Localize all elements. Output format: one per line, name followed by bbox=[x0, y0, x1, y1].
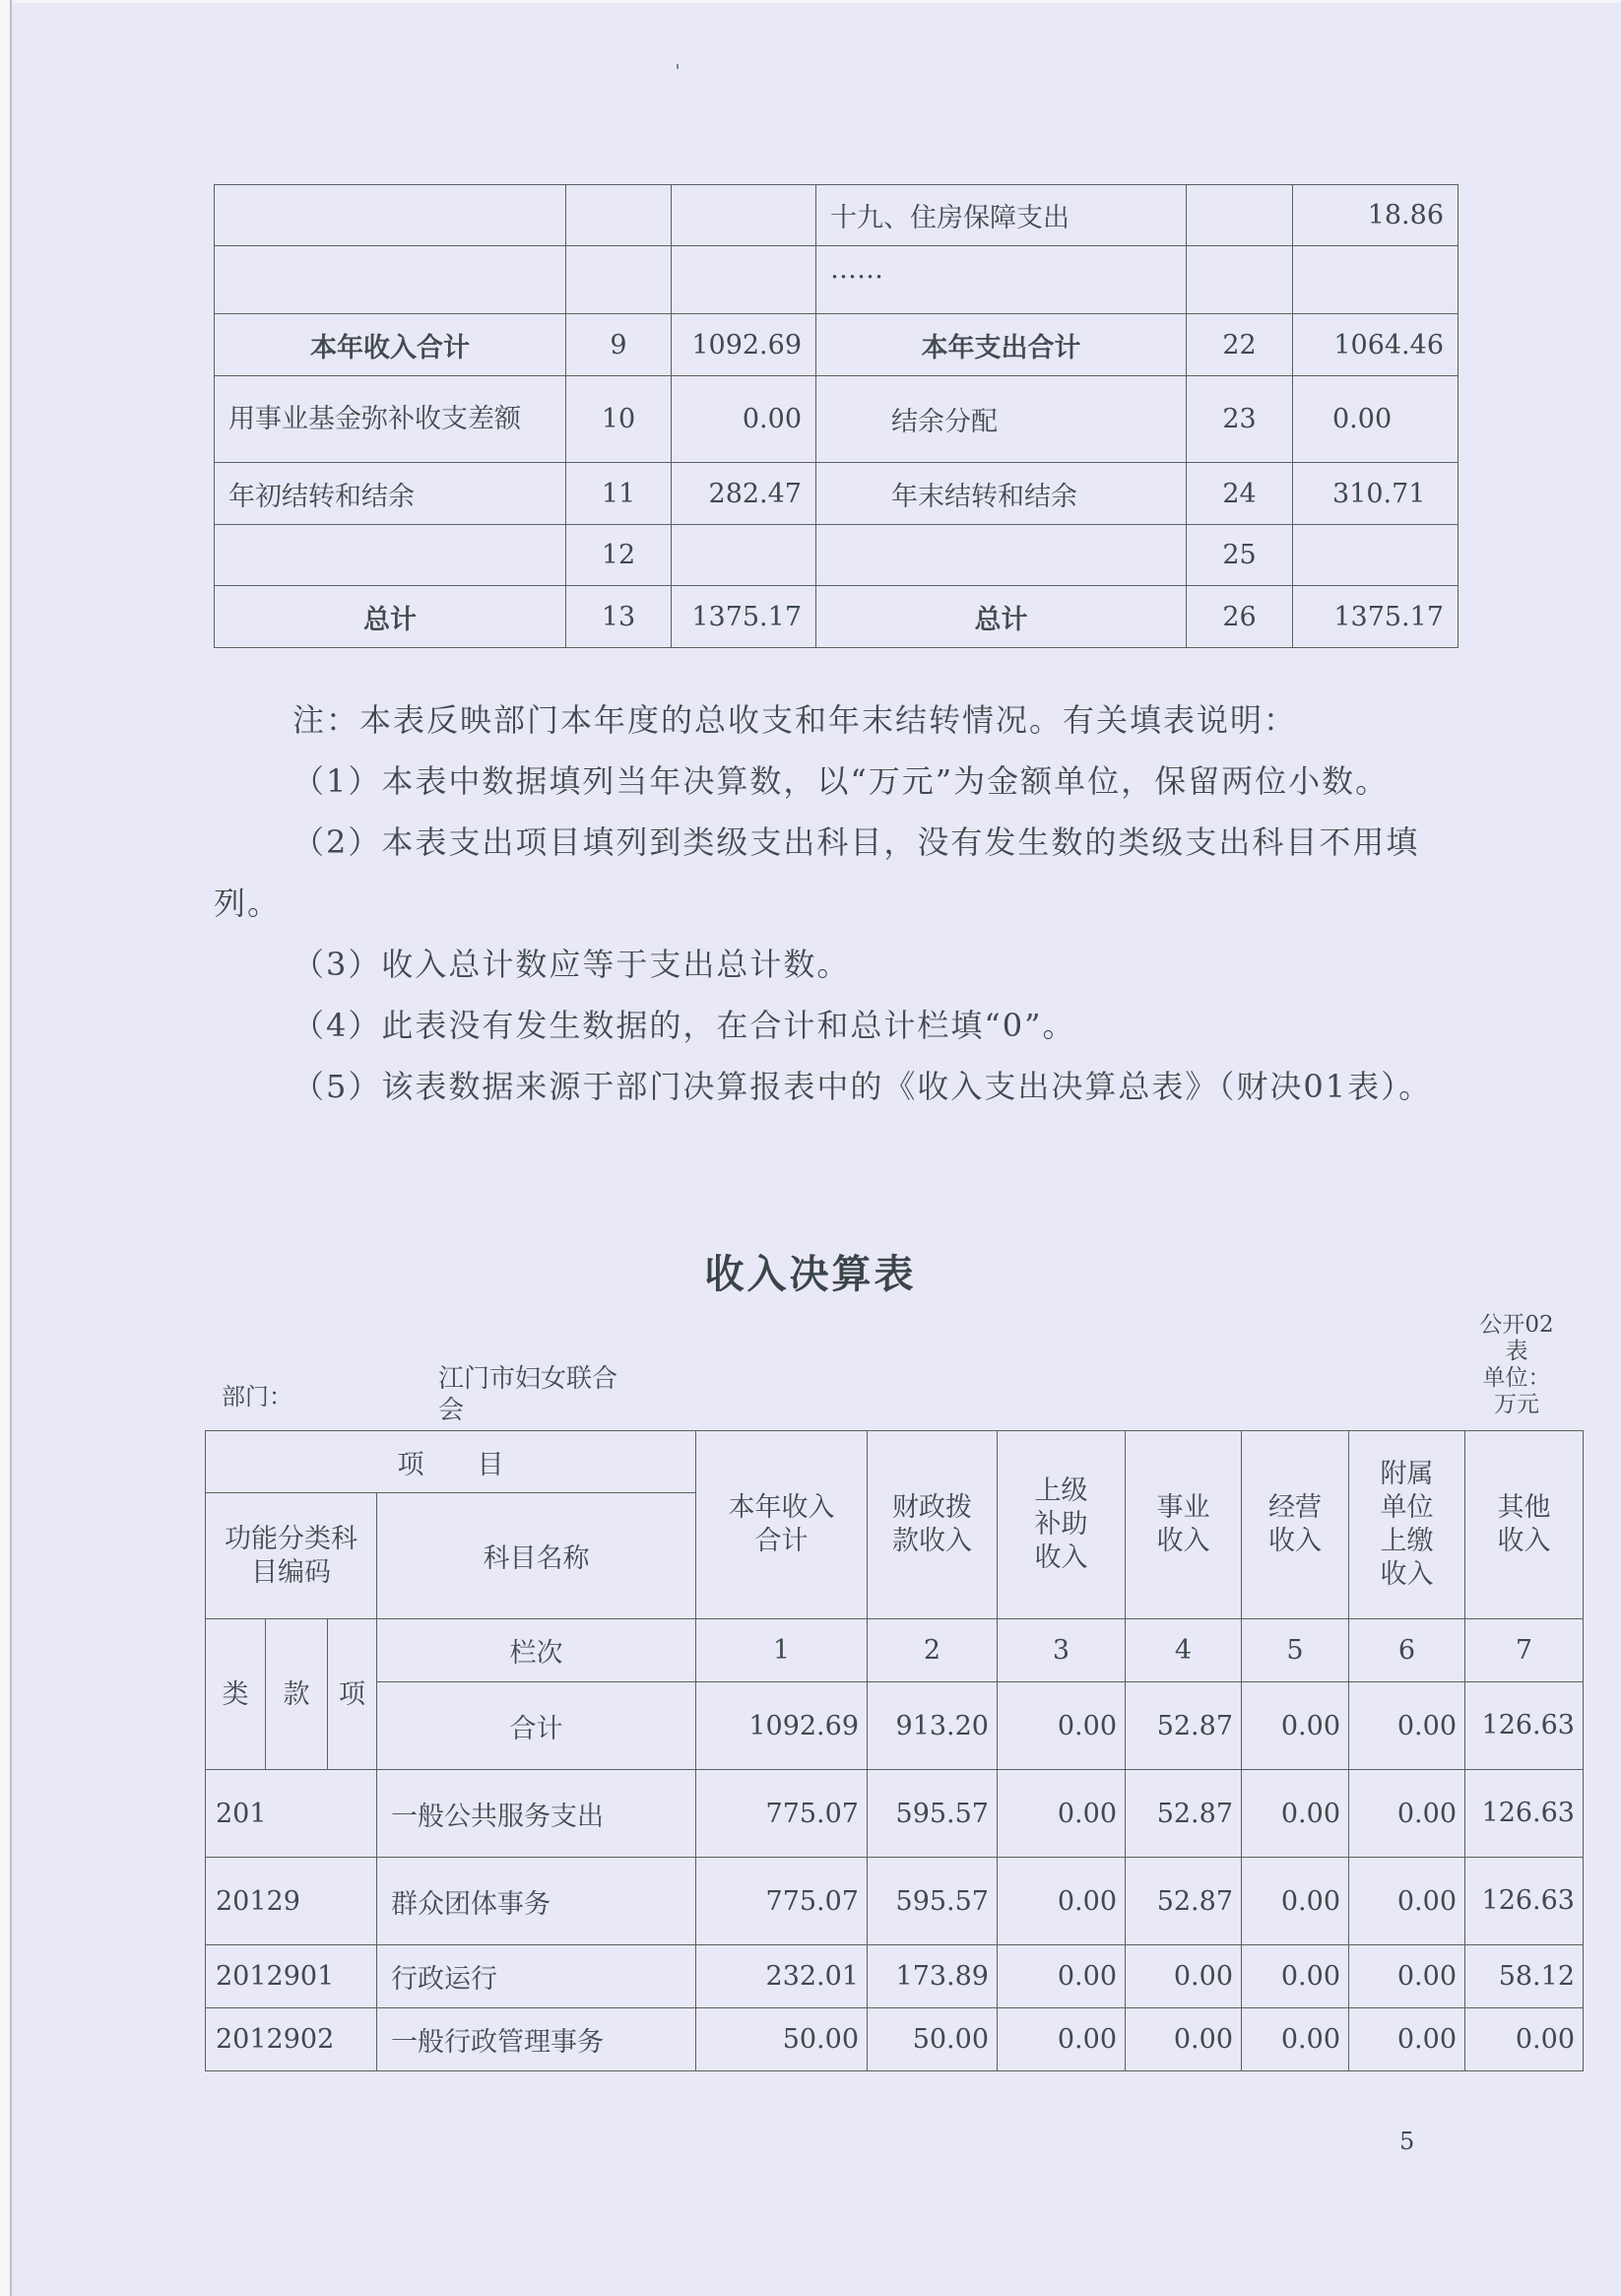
income-amount-cell: 282.47 bbox=[672, 463, 816, 525]
income-amount-cell: 1375.17 bbox=[672, 586, 816, 648]
income-line-cell: 13 bbox=[566, 586, 672, 648]
table-row bbox=[215, 525, 1459, 586]
column-number: 7 bbox=[1465, 1619, 1584, 1682]
value-cell: 0.00 bbox=[1126, 1945, 1242, 2008]
subject-code: 2012901 bbox=[206, 1945, 377, 2008]
value-cell: 775.07 bbox=[696, 1770, 868, 1858]
value-cell: 0.00 bbox=[1242, 1858, 1349, 1945]
column-header: 附属单位上缴收入 bbox=[1349, 1431, 1465, 1619]
notes-intro: 注：本表反映部门本年度的总收支和年末结转情况。有关填表说明： bbox=[292, 701, 1298, 739]
subject-name: 群众团体事务 bbox=[377, 1858, 696, 1945]
value-cell: 0.00 bbox=[1349, 1770, 1465, 1858]
income-settlement-table bbox=[205, 1430, 1584, 2071]
value-cell: 50.00 bbox=[868, 2008, 998, 2071]
income-line-cell: 12 bbox=[566, 525, 672, 586]
income-item-cell: 总计 bbox=[215, 586, 566, 648]
expense-amount-cell: 1064.46 bbox=[1293, 314, 1459, 376]
expense-line-cell: 26 bbox=[1187, 586, 1293, 648]
income-amount-cell bbox=[672, 246, 816, 314]
income-amount-cell: 0.00 bbox=[672, 376, 816, 463]
note-item: （3）收入总计数应等于支出总计数。 bbox=[292, 946, 851, 983]
subject-name: 一般行政管理事务 bbox=[377, 2008, 696, 2071]
expense-line-cell bbox=[1187, 185, 1293, 246]
subject-name-header: 科目名称 bbox=[377, 1493, 696, 1619]
table-row bbox=[206, 2008, 1584, 2071]
expense-item-cell: 总计 bbox=[816, 586, 1187, 648]
income-amount-cell: 1092.69 bbox=[672, 314, 816, 376]
department-label: 部门： bbox=[222, 1383, 292, 1410]
subject-code: 20129 bbox=[206, 1858, 377, 1945]
value-cell: 50.00 bbox=[696, 2008, 868, 2071]
income-line-cell: 10 bbox=[566, 376, 672, 463]
value-cell: 126.63 bbox=[1465, 1770, 1584, 1858]
func-code-header: 功能分类科目编码 bbox=[206, 1493, 377, 1619]
value-cell: 0.00 bbox=[1349, 1858, 1465, 1945]
note-item: （2）本表支出项目填列到类级支出科目，没有发生数的类级支出科目不用填列。 bbox=[214, 823, 1420, 922]
income-item-cell: 用事业基金弥补收支差额 bbox=[215, 376, 566, 463]
table-row bbox=[215, 314, 1459, 376]
income-amount-cell bbox=[672, 525, 816, 586]
value-cell: 0.00 bbox=[998, 1945, 1126, 2008]
income-line-cell bbox=[566, 246, 672, 314]
subject-name: 一般公共服务支出 bbox=[377, 1770, 696, 1858]
column-no-label: 栏次 bbox=[377, 1619, 696, 1682]
value-cell: 126.63 bbox=[1465, 1858, 1584, 1945]
column-number: 4 bbox=[1126, 1619, 1242, 1682]
note-item: （4）此表没有发生数据的，在合计和总计栏填“0”。 bbox=[292, 1007, 1076, 1044]
value-cell: 173.89 bbox=[868, 1945, 998, 2008]
value-cell: 0.00 bbox=[1349, 1945, 1465, 2008]
page-number: 5 bbox=[1399, 2128, 1415, 2155]
value-cell: 0.00 bbox=[1242, 1770, 1349, 1858]
column-header: 事业收入 bbox=[1126, 1431, 1242, 1619]
value-cell: 58.12 bbox=[1465, 1945, 1584, 2008]
scan-edge-left bbox=[0, 0, 12, 2296]
income-item-cell bbox=[215, 525, 566, 586]
value-cell: 0.00 bbox=[1349, 2008, 1465, 2071]
column-number: 2 bbox=[868, 1619, 998, 1682]
expense-item-cell: 年末结转和结余 bbox=[816, 463, 1187, 525]
table-row bbox=[215, 376, 1459, 463]
notes-section bbox=[214, 689, 1464, 1117]
expense-item-cell: 结余分配 bbox=[816, 376, 1187, 463]
column-number: 5 bbox=[1242, 1619, 1349, 1682]
unit-label: 单位：万元 bbox=[1482, 1365, 1551, 1417]
column-number-row bbox=[206, 1619, 1584, 1682]
value-cell: 0.00 bbox=[1242, 2008, 1349, 2071]
item-header: 项 目 bbox=[206, 1431, 696, 1493]
expense-amount-cell bbox=[1293, 525, 1459, 586]
income-expense-summary-table bbox=[214, 184, 1459, 648]
table-row bbox=[206, 1858, 1584, 1945]
subject-code: 2012902 bbox=[206, 2008, 377, 2071]
expense-item-cell bbox=[816, 525, 1187, 586]
expense-item-cell: 十九、住房保障支出 bbox=[816, 185, 1187, 246]
income-line-cell: 11 bbox=[566, 463, 672, 525]
department-value: 江门市妇女联合会 bbox=[438, 1364, 618, 1425]
expense-line-cell: 25 bbox=[1187, 525, 1293, 586]
table-row bbox=[215, 185, 1459, 246]
total-value: 1092.69 bbox=[696, 1682, 868, 1770]
value-cell: 0.00 bbox=[1242, 1945, 1349, 2008]
expense-amount-cell: 18.86 bbox=[1293, 185, 1459, 246]
table-row bbox=[215, 463, 1459, 525]
column-number: 6 bbox=[1349, 1619, 1465, 1682]
total-value: 126.63 bbox=[1465, 1682, 1584, 1770]
value-cell: 0.00 bbox=[998, 2008, 1126, 2071]
column-header: 财政拨款收入 bbox=[868, 1431, 998, 1619]
subject-name: 行政运行 bbox=[377, 1945, 696, 2008]
value-cell: 595.57 bbox=[868, 1770, 998, 1858]
note-item: （1）本表中数据填列当年决算数，以“万元”为金额单位，保留两位小数。 bbox=[292, 762, 1390, 800]
form-code: 公开02表 bbox=[1479, 1312, 1554, 1364]
header-row bbox=[206, 1431, 1584, 1493]
table-row bbox=[215, 586, 1459, 648]
value-cell: 232.01 bbox=[696, 1945, 868, 2008]
income-line-cell: 9 bbox=[566, 314, 672, 376]
income-table-title: 收入决算表 bbox=[704, 1251, 917, 1297]
total-value: 0.00 bbox=[1242, 1682, 1349, 1770]
value-cell: 0.00 bbox=[1126, 2008, 1242, 2071]
dust-speck bbox=[677, 64, 679, 69]
total-row bbox=[206, 1682, 1584, 1770]
expense-line-cell bbox=[1187, 246, 1293, 314]
expense-amount-cell: 0.00 bbox=[1293, 376, 1459, 463]
income-item-cell bbox=[215, 185, 566, 246]
income-item-cell: 本年收入合计 bbox=[215, 314, 566, 376]
value-cell: 0.00 bbox=[998, 1858, 1126, 1945]
value-cell: 775.07 bbox=[696, 1858, 868, 1945]
expense-amount-cell bbox=[1293, 246, 1459, 314]
form-code-and-unit bbox=[1477, 1312, 1556, 1418]
column-header: 其他收入 bbox=[1465, 1431, 1584, 1619]
expense-item-cell: …… bbox=[816, 246, 1187, 314]
subject-code: 201 bbox=[206, 1770, 377, 1858]
note-item: （5）该表数据来源于部门决算报表中的《收入支出决算总表》（财决01表）。 bbox=[292, 1068, 1433, 1105]
income-item-cell: 年初结转和结余 bbox=[215, 463, 566, 525]
value-cell: 0.00 bbox=[998, 1770, 1126, 1858]
value-cell: 52.87 bbox=[1126, 1770, 1242, 1858]
kuan-header: 款 bbox=[266, 1619, 328, 1770]
total-value: 0.00 bbox=[1349, 1682, 1465, 1770]
income-line-cell bbox=[566, 185, 672, 246]
expense-amount-cell: 1375.17 bbox=[1293, 586, 1459, 648]
table-row bbox=[215, 246, 1459, 314]
column-number: 1 bbox=[696, 1619, 868, 1682]
value-cell: 595.57 bbox=[868, 1858, 998, 1945]
scan-edge-top bbox=[0, 0, 1621, 3]
column-number: 3 bbox=[998, 1619, 1126, 1682]
expense-amount-cell: 310.71 bbox=[1293, 463, 1459, 525]
expense-line-cell: 24 bbox=[1187, 463, 1293, 525]
column-header: 经营收入 bbox=[1242, 1431, 1349, 1619]
total-value: 913.20 bbox=[868, 1682, 998, 1770]
total-value: 0.00 bbox=[998, 1682, 1126, 1770]
column-header: 本年收入合计 bbox=[696, 1431, 868, 1619]
total-value: 52.87 bbox=[1126, 1682, 1242, 1770]
table-row bbox=[206, 1945, 1584, 2008]
column-header: 上级补助收入 bbox=[998, 1431, 1126, 1619]
value-cell: 0.00 bbox=[1465, 2008, 1584, 2071]
income-item-cell bbox=[215, 246, 566, 314]
xiang-header: 项 bbox=[328, 1619, 377, 1770]
income-amount-cell bbox=[672, 185, 816, 246]
total-label: 合计 bbox=[377, 1682, 696, 1770]
lei-header: 类 bbox=[206, 1619, 266, 1770]
expense-item-cell: 本年支出合计 bbox=[816, 314, 1187, 376]
expense-line-cell: 23 bbox=[1187, 376, 1293, 463]
table-row bbox=[206, 1770, 1584, 1858]
value-cell: 52.87 bbox=[1126, 1858, 1242, 1945]
expense-line-cell: 22 bbox=[1187, 314, 1293, 376]
